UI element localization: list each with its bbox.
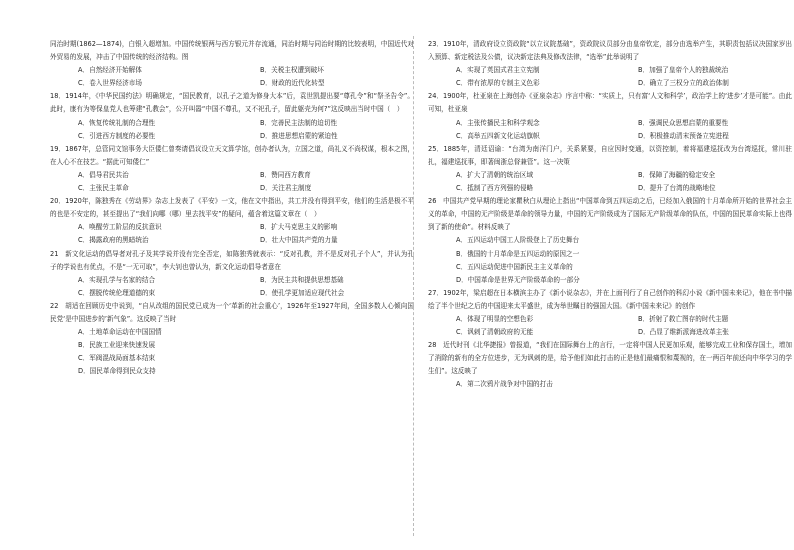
answer-option: D．壮大中国共产党的力量 <box>260 236 338 245</box>
answer-option: A．实现了英国式君主立宪制 <box>456 66 540 75</box>
answer-option: B．折射了救亡图存的时代主题 <box>638 314 729 323</box>
answer-option: C．带有浓厚的专制主义色彩 <box>456 79 540 88</box>
question-q22 <box>50 300 414 379</box>
question-q25 <box>428 143 792 195</box>
answer-options <box>50 274 414 300</box>
answer-option: A．主张传播民主和科学观念 <box>456 118 540 127</box>
answer-option: B．完善民主法制的迫切性 <box>260 118 338 127</box>
answer-option: C．卷入世界经济市场 <box>78 79 142 88</box>
answer-option: B．强调民众思想启蒙的重要性 <box>638 118 729 127</box>
answer-option: A．扩大了清朝的统治区域 <box>456 170 534 179</box>
answer-options <box>50 221 414 247</box>
question-q19 <box>50 143 414 195</box>
answer-option: D．提升了台湾的战略地位 <box>638 184 716 193</box>
answer-option: C．摆脱传统伦理道德的束 <box>78 288 156 297</box>
left-column <box>50 38 414 378</box>
answer-option: B．保障了海疆的稳定安全 <box>638 170 716 179</box>
question-stem: 18．1914年，《中华民国约法》明确规定，“国民教育，以孔子之道为修身大本”后，袁世凯提出要“尊孔令”和“祭圣告令”。此时，康有为等保皇党人也筹建“孔教会”，公开叫嚣“中国不尊孔，又不祀孔子，留此躯壳为何?”这反映出当时中国（ ） <box>50 92 414 114</box>
column-divider <box>413 36 414 536</box>
answer-option: C．抵制了西方列强的侵略 <box>456 184 534 193</box>
answer-option: C．五四运动促进中国新民主主义革命的 <box>456 262 573 271</box>
answer-option: C．讽刺了清朝政府的无能 <box>456 328 534 337</box>
question-q20 <box>50 195 414 247</box>
question-stem: 27．1902年，梁启超在日本横滨主办了《新小说杂志》，并在上面刊行了自己创作的科幻小说《新中国未来记》，他在书中描绘了半个世纪之后的中国迎来太平盛世，成为举世瞩目的强国大国。《新中国未来记》的创作 <box>428 288 792 310</box>
answer-option: D．确立了三权分立的政治体制 <box>638 79 729 88</box>
answer-options <box>428 169 792 195</box>
answer-option: B．民族工业迎来快速发展 <box>78 341 156 350</box>
answer-options <box>50 117 414 143</box>
answer-option: D．凸显了维新派海进改革主张 <box>638 328 729 337</box>
answer-option: D．积极推动清末预备立宪进程 <box>638 131 729 140</box>
answer-option: D．中国革命是世界无产阶级革命的一部分 <box>456 275 580 284</box>
question-stem: 22 胡适在回顾历史中说到，“自从改组的国民党已成为一个‘革新的社会重心’，1926年至1927年间，全国多数人心倾向国民党‘是中国进步的’新气象”。这反映了当时 <box>50 301 414 323</box>
answer-option: A．土地革命运动在中国国情 <box>78 328 162 337</box>
question-stem: 20．1920年，陈独秀在《劳动界》杂志上发表了《平安》一文，他在文中指出，共工并没有得到平安，他们的生活是极不平的也是不安定的，甚至提出了“我们向哪（哪）里去找平安”的疑问，蕴含着这篇文章在（ ） <box>50 197 414 219</box>
question-stem: 26 中国共产党早期的理论家瞿秋白从理论上指出“中国革命到五四运动之后，已经加入俄国的十月革命所开始的世界社会主义的革命，中国的无产阶级是革命的领导力量，中国的无产阶级成为了国际无产阶级革命的队伍，中国的国民革命实际上也得到了新的使命”。材料反映了 <box>428 197 792 232</box>
answer-option: A．体现了明显的空想色彩 <box>456 314 534 323</box>
answer-options <box>50 64 414 90</box>
question-q23 <box>428 38 792 90</box>
answer-option: A．恢复传统礼制的合理性 <box>78 118 156 127</box>
question-stem: 21 新文化运动的倡导者对孔子及其学说并没有完全否定，如陈独秀就表示：“反对孔教，并不是反对孔子个人”，并认为孔子的学说也有优点，不是“一无可取”，李大钊也曾认为，新文化运动倡导者意在 <box>50 249 414 271</box>
answer-option: A．自然经济开始解体 <box>78 66 142 75</box>
question-stem: 23．1910年，清政府设立资政院“以立议院基础”，资政院议员部分由皇帝钦定，部分由选举产生，其职责包括议决国家岁出入预算、新定税法及公债，议决新定法典及修改法律，“选举”此举说明了 <box>428 40 792 62</box>
answer-option: D．财政的近代化转型 <box>260 79 325 88</box>
answer-options <box>50 326 414 378</box>
answer-options <box>428 313 792 339</box>
question-stem: 同治时期(1862—1874)，白银入超增加。中国传统银两与西方银元并存流通，同治时期与同治时期的比较表明，中国近代对外贸易的发展，冲击了中国传统的经济结构。图 <box>50 40 414 62</box>
answer-option: D．使孔学更加适应现代社会 <box>260 288 345 297</box>
answer-option: B．加强了皇帝个人的独裁统治 <box>638 66 729 75</box>
answer-option: C．揭露政府的黑暗统治 <box>78 236 149 245</box>
answer-option: A．实现孔学与名家的结合 <box>78 275 156 284</box>
answer-options <box>50 169 414 195</box>
right-column <box>428 38 792 392</box>
question-q27 <box>428 287 792 339</box>
answer-options <box>428 117 792 143</box>
answer-option: B．关税主权遭到破坏 <box>260 66 324 75</box>
question-q26 <box>428 195 792 287</box>
answer-option: B．扩大马克思主义的影响 <box>260 223 338 232</box>
answer-option: D．关注君主制度 <box>260 184 312 193</box>
question-stem: 28 近代时刊《北华捷报》曾报道，“我们在国际舞台上的言行，一定将中国人民更加乐观，能够完成工业和保存国土，增加了消除的新有的全方位进步，无为讽刺的是，给予他们如此打击的正是他们最痛恨和蔑视的，在一两百年前还向中华学习的学生们”。这反映了 <box>428 341 792 376</box>
answer-option: C．引进西方制度的必要性 <box>78 131 156 140</box>
answer-options <box>428 64 792 90</box>
answer-option: D．国民革命得到民众支持 <box>78 367 156 376</box>
question-q28 <box>428 339 792 391</box>
answer-option: C．军阀混战局面基本结束 <box>78 354 156 363</box>
question-q21 <box>50 248 414 300</box>
answer-option: A．倡导君民共治 <box>78 170 129 179</box>
answer-option: B．赞同西方教育 <box>260 170 311 179</box>
answer-option: D．推进思想启蒙的紧迫性 <box>260 131 338 140</box>
answer-option: A．唤醒劳工阶层的反抗意识 <box>78 223 162 232</box>
answer-option: A．第二次鸦片战争对中国的打击 <box>456 380 553 389</box>
question-q24 <box>428 90 792 142</box>
answer-option: C．主张民主革命 <box>78 184 129 193</box>
question-stem: 25．1885年，清廷诏谕：“台湾为南洋门户，关系紧要，自应因时变通，以资控制，着将福建巡抚改为台湾巡抚，常川驻扎，福建巡抚事，即著闽浙总督兼管”。这一决策 <box>428 144 792 166</box>
answer-option: C．高举五四新文化运动旗帜 <box>456 131 540 140</box>
question-q17-cont <box>50 38 414 90</box>
answer-options <box>428 378 792 391</box>
answer-option: A．五四运动中国工人阶级登上了历史舞台 <box>456 236 580 245</box>
question-stem: 24．1900年，杜亚泉在上海创办《亚泉杂志》序言中称：“实质上，只有富‘人文和科学’，政治学上的‘进步’才是可能”。由此可知，杜亚泉 <box>428 92 792 114</box>
answer-options <box>428 234 792 286</box>
answer-option: B．俄国的十月革命是五四运动的原因之一 <box>456 249 580 258</box>
question-stem: 19．1867年，总管同文馆事务大臣倭仁曾奏请倡议设立天文算学馆，创办者认为，立国之道，尚礼义不尚权谋，根本之图，在人心不在技艺。“据此可知倭仁” <box>50 144 414 166</box>
question-q18 <box>50 90 414 142</box>
answer-option: B．为民主共和提供思想基础 <box>260 275 344 284</box>
